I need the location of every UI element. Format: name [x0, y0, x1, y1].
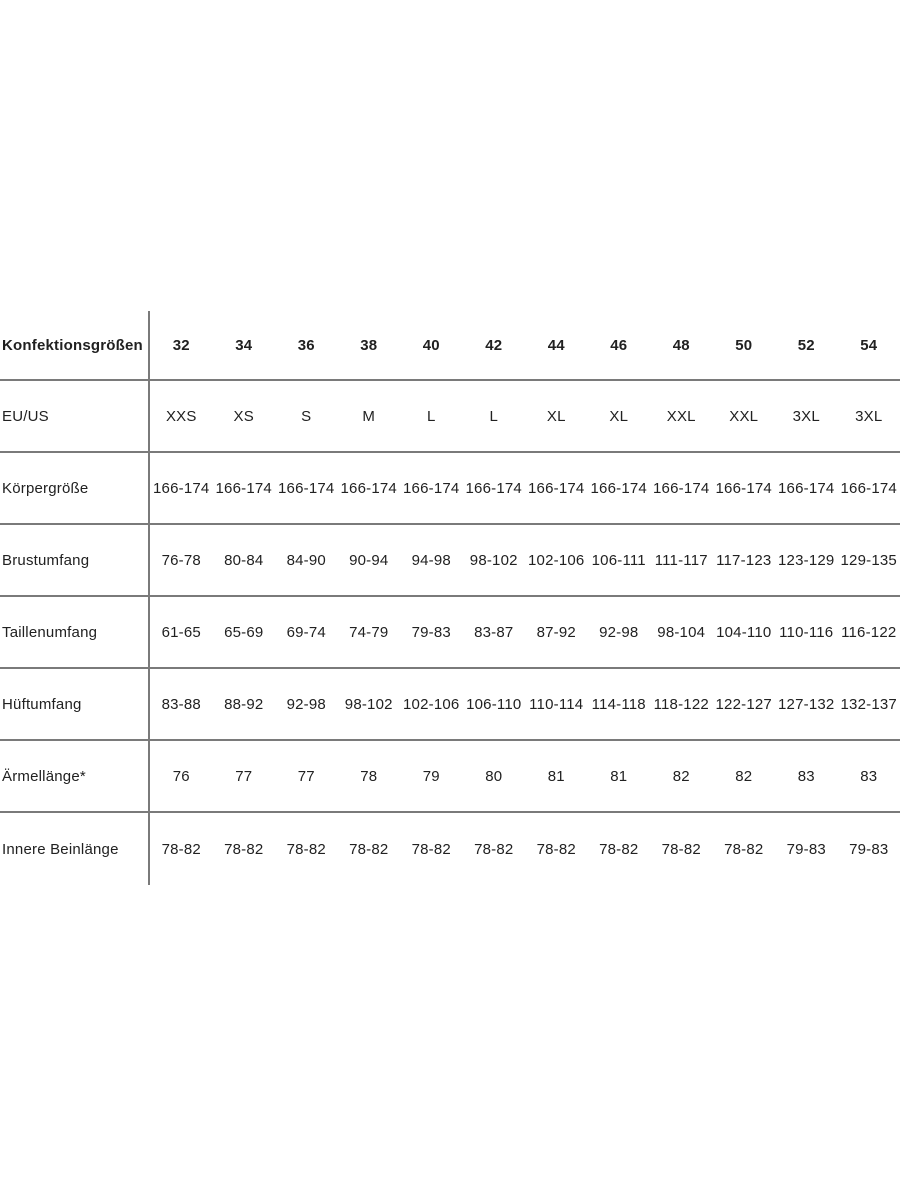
size-value-cell: 102-106 — [528, 551, 585, 569]
size-value-cell: 106-110 — [466, 695, 522, 713]
size-column-header: 38 — [360, 336, 378, 354]
size-column-header: 54 — [860, 336, 878, 354]
table-row — [0, 741, 900, 813]
size-value-cell: 127-132 — [778, 695, 835, 713]
size-value-cell: M — [362, 407, 376, 425]
size-value-cell: 79-83 — [786, 840, 826, 858]
size-value-cell: 102-106 — [403, 695, 460, 713]
size-value-cell: 78-82 — [224, 840, 264, 858]
size-value-cell: 78 — [360, 767, 378, 785]
size-value-cell: 78-82 — [286, 840, 326, 858]
row-label: Hüftumfang — [0, 669, 150, 739]
table-row — [0, 813, 900, 885]
size-value-cell: 166-174 — [215, 479, 272, 497]
size-value-cell: 88-92 — [224, 695, 264, 713]
size-column-header: 44 — [547, 336, 565, 354]
size-value-cell: 166-174 — [278, 479, 335, 497]
size-value-cell: 166-174 — [528, 479, 585, 497]
table-row — [0, 381, 900, 453]
size-value-cell: 123-129 — [778, 551, 835, 569]
size-value-cell: 78-82 — [661, 840, 701, 858]
size-value-cell: 98-104 — [657, 623, 706, 641]
size-value-cell: 94-98 — [411, 551, 451, 569]
size-column-header: 36 — [297, 336, 315, 354]
table-title: Konfektionsgrößen — [0, 311, 150, 379]
size-value-cell: 3XL — [792, 407, 820, 425]
size-value-cell: 82 — [735, 767, 753, 785]
row-label: Ärmellänge* — [0, 741, 150, 811]
table-row — [0, 525, 900, 597]
size-value-cell: 98-102 — [344, 695, 393, 713]
size-value-cell: 166-174 — [403, 479, 460, 497]
size-value-cell: 166-174 — [778, 479, 835, 497]
size-value-cell: 78-82 — [474, 840, 514, 858]
size-value-cell: 78-82 — [411, 840, 451, 858]
size-value-cell: S — [301, 407, 312, 425]
size-value-cell: L — [489, 407, 499, 425]
table-row — [0, 453, 900, 525]
size-value-cell: 81 — [610, 767, 628, 785]
size-value-cell: 74-79 — [349, 623, 389, 641]
size-value-cell: 79-83 — [849, 840, 889, 858]
size-value-cell: 87-92 — [536, 623, 576, 641]
size-value-cell: 84-90 — [286, 551, 326, 569]
size-value-cell: 106-111 — [591, 551, 646, 569]
size-value-cell: XL — [546, 407, 566, 425]
size-value-cell: XXL — [729, 407, 759, 425]
size-value-cell: 166-174 — [340, 479, 397, 497]
row-label: EU/US — [0, 381, 150, 451]
size-value-cell: 166-174 — [465, 479, 522, 497]
size-table — [0, 311, 900, 885]
size-value-cell: 77 — [235, 767, 253, 785]
size-column-header: 50 — [735, 336, 753, 354]
size-value-cell: XL — [609, 407, 629, 425]
size-value-cell: 104-110 — [716, 623, 772, 641]
size-value-cell: 3XL — [855, 407, 883, 425]
size-value-cell: 78-82 — [599, 840, 639, 858]
size-column-header: 46 — [610, 336, 628, 354]
size-column-header: 40 — [422, 336, 440, 354]
size-value-cell: 83 — [797, 767, 815, 785]
size-value-cell: 81 — [547, 767, 565, 785]
size-value-cell: 80 — [485, 767, 503, 785]
size-value-cell: XXL — [666, 407, 696, 425]
size-value-cell: 76-78 — [161, 551, 201, 569]
size-value-cell: 79-83 — [411, 623, 451, 641]
size-value-cell: 166-174 — [715, 479, 772, 497]
size-value-cell: 117-123 — [716, 551, 772, 569]
size-value-cell: 78-82 — [536, 840, 576, 858]
row-label: Taillenumfang — [0, 597, 150, 667]
size-value-cell: 122-127 — [715, 695, 772, 713]
table-row — [0, 597, 900, 669]
size-value-cell: 83 — [860, 767, 878, 785]
size-value-cell: 129-135 — [840, 551, 897, 569]
row-label: Körpergröße — [0, 453, 150, 523]
size-value-cell: XS — [233, 407, 254, 425]
size-value-cell: 114-118 — [591, 695, 646, 713]
size-value-cell: 69-74 — [286, 623, 326, 641]
size-value-cell: 82 — [672, 767, 690, 785]
row-label: Innere Beinlänge — [0, 813, 150, 885]
size-value-cell: L — [426, 407, 436, 425]
size-value-cell: 92-98 — [599, 623, 639, 641]
size-value-cell: 166-174 — [840, 479, 897, 497]
size-value-cell: 90-94 — [349, 551, 389, 569]
size-value-cell: 110-114 — [529, 695, 584, 713]
size-value-cell: 92-98 — [286, 695, 326, 713]
size-value-cell: 83-87 — [474, 623, 514, 641]
size-value-cell: 78-82 — [161, 840, 201, 858]
size-column-header: 32 — [172, 336, 190, 354]
size-value-cell: 78-82 — [724, 840, 764, 858]
size-value-cell: 77 — [297, 767, 315, 785]
size-value-cell: 166-174 — [153, 479, 210, 497]
size-value-cell: 132-137 — [840, 695, 897, 713]
size-value-cell: 78-82 — [349, 840, 389, 858]
size-value-cell: XXS — [165, 407, 197, 425]
size-value-cell: 98-102 — [469, 551, 518, 569]
size-value-cell: 111-117 — [654, 551, 708, 569]
size-value-cell: 76 — [172, 767, 190, 785]
size-value-cell: 110-116 — [779, 623, 834, 641]
size-value-cell: 61-65 — [161, 623, 201, 641]
size-value-cell: 83-88 — [161, 695, 201, 713]
size-column-header: 42 — [485, 336, 503, 354]
size-value-cell: 166-174 — [653, 479, 710, 497]
size-column-header: 52 — [797, 336, 815, 354]
size-value-cell: 166-174 — [590, 479, 647, 497]
size-value-cell: 80-84 — [224, 551, 264, 569]
size-column-header: 34 — [235, 336, 253, 354]
table-header-row — [0, 311, 900, 381]
size-value-cell: 118-122 — [653, 695, 709, 713]
size-value-cell: 65-69 — [224, 623, 264, 641]
size-column-header: 48 — [672, 336, 690, 354]
row-label: Brustumfang — [0, 525, 150, 595]
size-value-cell: 79 — [422, 767, 440, 785]
size-value-cell: 116-122 — [841, 623, 897, 641]
table-row — [0, 669, 900, 741]
